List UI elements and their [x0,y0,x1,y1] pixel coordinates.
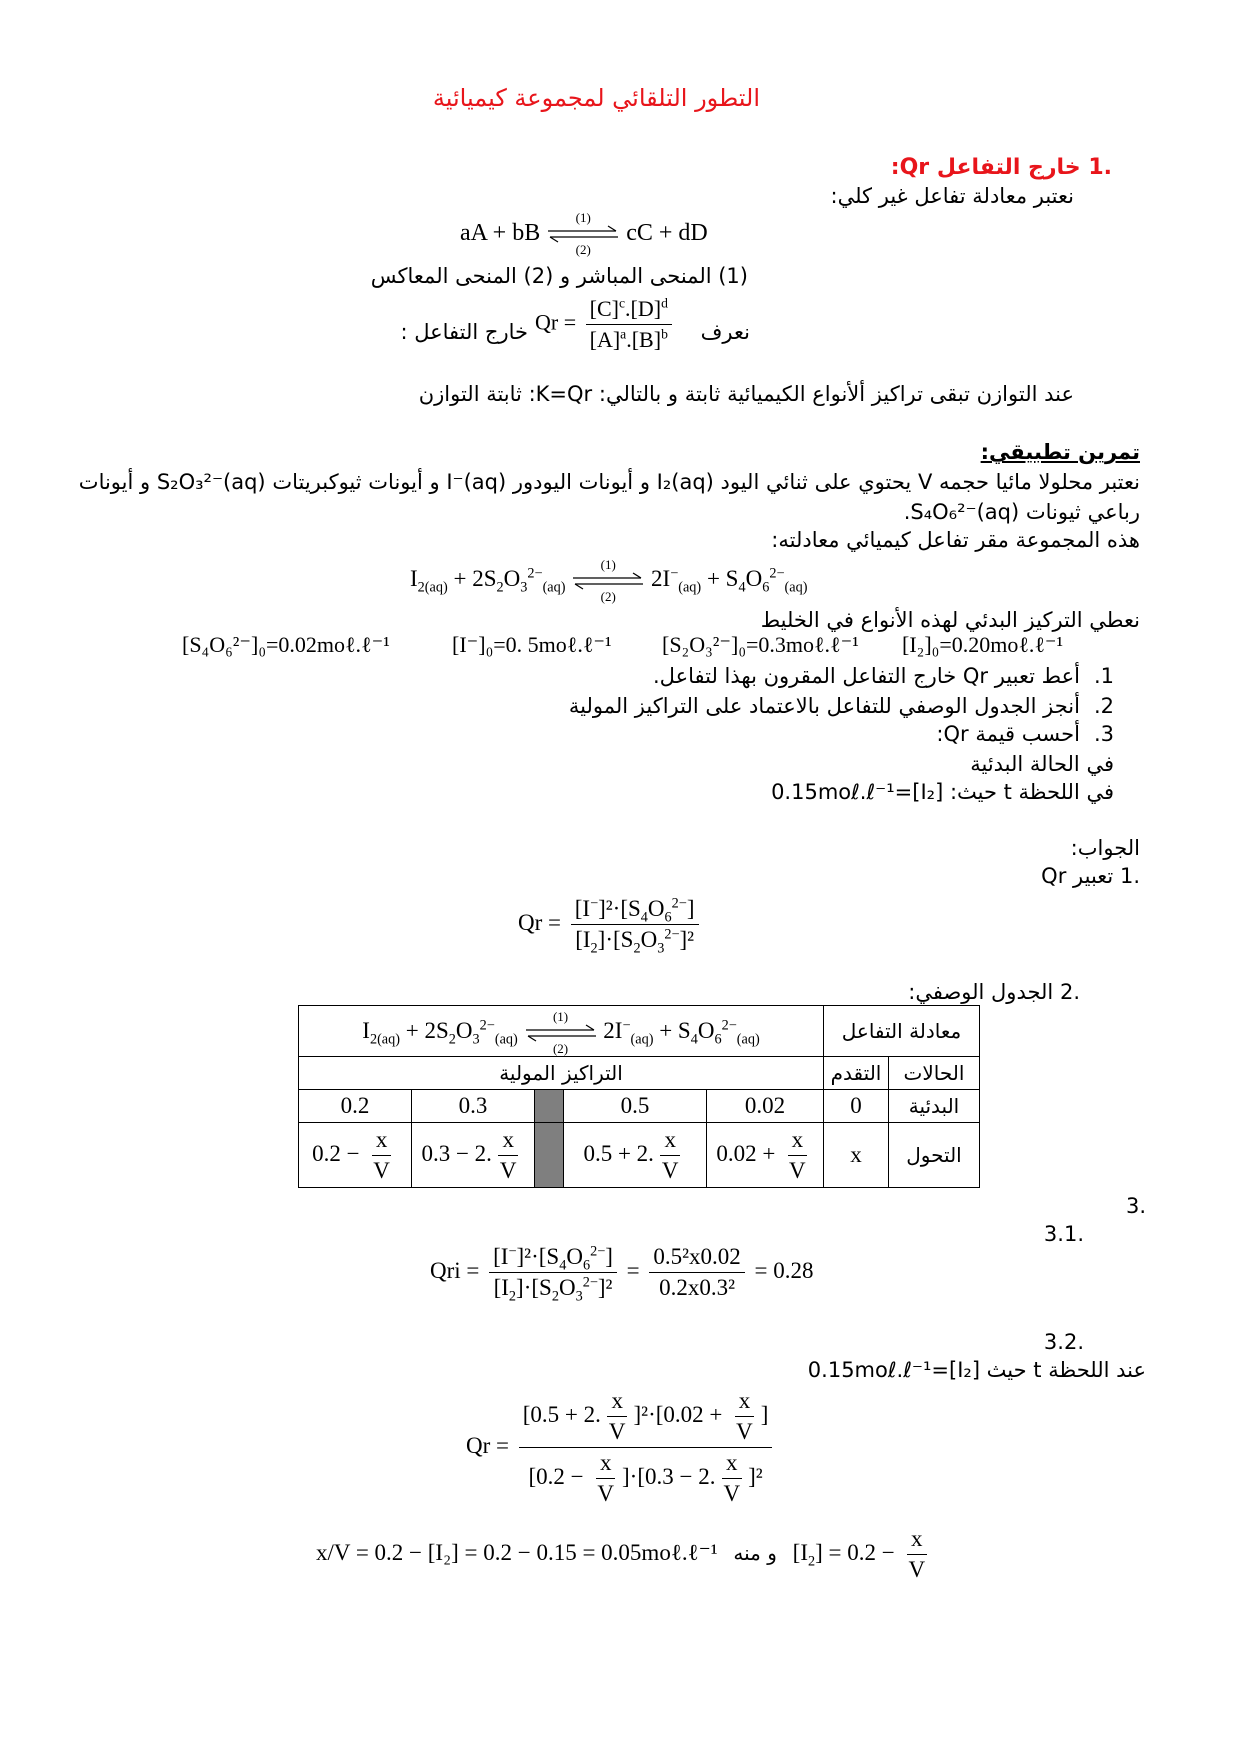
conc-I: [I⁻]₀=0. 5moℓ.ℓ⁻¹ [452,632,612,657]
final-connector: و منه [733,1540,777,1565]
descriptive-table [298,1005,980,1188]
header-equation: معادلة التفاعل [824,1006,980,1057]
row-transform-x: x [824,1123,889,1188]
qr-label: خارج التفاعل : [400,320,528,344]
initial-label: نعطي التركيز البدئي لهذه الأنواع في الخليط [760,608,1140,632]
question-2: 2.أنجز الجدول الوصفي للتفاعل بالاعتماد على التراكيز المولية [568,694,1114,718]
cell-I2: 0.2 [299,1090,412,1123]
qr-expression: Qr = $\frac{[I^-]^2\cdot[S_4O_6^{2-}]}{[I_2]\cdot[S_2O_3^{2-}]^2}$ [518,896,703,953]
qri-denominator: 0.2x0.3² [659,1275,736,1300]
arrow-label-1: (1) [575,210,591,226]
arrow-label-2: (2) [575,242,591,258]
section-number: .1 [1088,155,1112,180]
qr-fraction: $\frac{[C]^c.[D]^d}{[A]^a.[B]^b}$ [586,296,672,353]
equation-left: aA + bB [460,220,541,246]
qri-result: = 0.28 [754,1257,814,1283]
gray-cell [535,1090,564,1123]
page-title: التطور التلقائي لمجموعة كيميائية [432,84,760,112]
conc-S2O3: [S₂O₃²⁻]₀=0.3moℓ.ℓ⁻¹ [662,632,859,657]
answer-q31: .3.1 [1043,1222,1084,1246]
sub-moment: في اللحظة t حيث: [I₂]=0.15moℓ.ℓ⁻¹ [771,780,1114,804]
cell-S2O3: 0.3 [412,1090,535,1123]
table-row [299,1006,980,1057]
conc-I2: [I₂]₀=0.20moℓ.ℓ⁻¹ [902,632,1064,657]
question-1: 1.أعط تعبير Qr خارج التفاعل المقرون بهذا لتفاعل. [653,664,1114,688]
header-progress: التقدم [824,1057,889,1090]
answer-q1: .1 تعبير Qr [1041,864,1140,888]
answer-q3: .3 [1125,1194,1146,1218]
section1-heading [891,154,1112,182]
answer-q32: .3.2 [1043,1330,1084,1354]
qri-expression: Qri = $\frac{[I^-]^2\cdot[S_4O_6^{2-}]}{[I_2]\cdot[S_2O_3^{2-}]^2}$ = $\frac{\text{0.5²x0.02}}{\text{0.2x0.3²}}$ = 0.28 [430,1243,814,1305]
row-initial-label: البدئية [889,1090,980,1123]
table-row [299,1090,980,1123]
header-conc: التراكيز المولية [299,1057,824,1090]
cell-S4O6: 0.02 [707,1090,824,1123]
conc-S4O6: [S₄O₆²⁻]₀=0.02moℓ.ℓ⁻¹ [182,632,390,657]
final-calc: x/V = 0.2 − [I₂] = 0.2 − 0.15 = 0.05moℓ.ℓ⁻¹ و منه $[I_2] = 0.2$ − $\frac{x}{V}$ [316,1526,926,1582]
section-heading-text: خارج التفاعل Qr: [890,155,1081,180]
directions-text: (1) المنحى المباشر و (2) المنحى المعاكس [370,264,748,288]
table-row [299,1123,980,1188]
qri-numerator: 0.5²x0.02 [649,1244,744,1273]
gray-cell [535,1123,564,1188]
moment-line: عند اللحظة t حيث [I₂]=0.15moℓ.ℓ⁻¹ [807,1358,1146,1382]
table-equation: $I_{2(aq)} + 2S_2O_3^{2-}_{(aq)}$ (1) (2) $2I^-_{(aq)} + S_4O_6^{2-}_{(aq)}$ [299,1006,824,1057]
final-result: x/V = 0.2 − [I₂] = 0.2 − 0.15 = 0.05moℓ.ℓ⁻¹ [316,1539,718,1565]
exercise-text-3: هذه المجموعة مقر تفاعل كيميائي معادلته: [771,528,1140,552]
cell-I2-transform: 0.2 − $\frac{x}{V}$ [299,1123,412,1188]
answer-q2: .2 الجدول الوصفي: [908,980,1080,1004]
header-states: الحالات [889,1057,980,1090]
define-label: نعرف [700,320,750,344]
exercise-text-2: رباعي ثيونات S₄O₆²⁻(aq). [903,500,1140,524]
question-3: 3.أحسب قيمة Qr: [936,722,1114,746]
cell-I-transform: 0.5 + 2. $\frac{x}{V}$ [564,1123,707,1188]
exercise-heading: تمرين تطبيقي: [980,440,1140,464]
answer-label: الجواب: [1070,836,1140,860]
exercise-arrow: (1) (2) [571,571,645,591]
row-transform-label: التحول [889,1123,980,1188]
table-row [299,1057,980,1090]
qr-moment-expression: Qr = [0.5 + 2. $\frac{x}{V}$ ]²·[0.02 + $\frac{x}{V}$ ] [0.2 − $\frac{x}{V}$ ]·[0.3 − 2. $\frac{x}{V}$ ]² [466,1388,776,1507]
cell-I: 0.5 [564,1090,707,1123]
general-equation [460,210,708,258]
exercise-text-1: نعتبر محلولا مائيا حجمه V يحتوي على ثنائي اليود I₂(aq) و أيونات اليودور I⁻(aq) و أيونات ثيوكبريتات S₂O₃²⁻(aq) و أيونات [78,470,1140,494]
equation-right: cC + dD [626,220,708,246]
exercise-equation: $I_{2(aq)} + 2S_2O_3^{2-}_{(aq)}$ (1) (2) $2I^-_{(aq)} + S_4O_6^{2-}_{(aq)}$ [410,556,808,604]
qr-definition: Qr = $\frac{[C]^c.[D]^d}{[A]^a.[B]^b}$ [535,296,676,353]
sub-initial: في الحالة البدئية [970,752,1114,776]
equilibrium-arrow [546,210,620,258]
cell-S4O6-transform: 0.02 + $\frac{x}{V}$ [707,1123,824,1188]
section1-intro: نعتبر معادلة تفاعل غير كلي: [830,184,1074,208]
cell-S2O3-transform: 0.3 − 2. $\frac{x}{V}$ [412,1123,535,1188]
row-initial-x: 0 [824,1090,889,1123]
equilibrium-text: عند التوازن تبقى تراكيز ألأنواع الكيميائية ثابتة و بالتالي: K=Qr: ثابتة التوازن [418,382,1074,406]
